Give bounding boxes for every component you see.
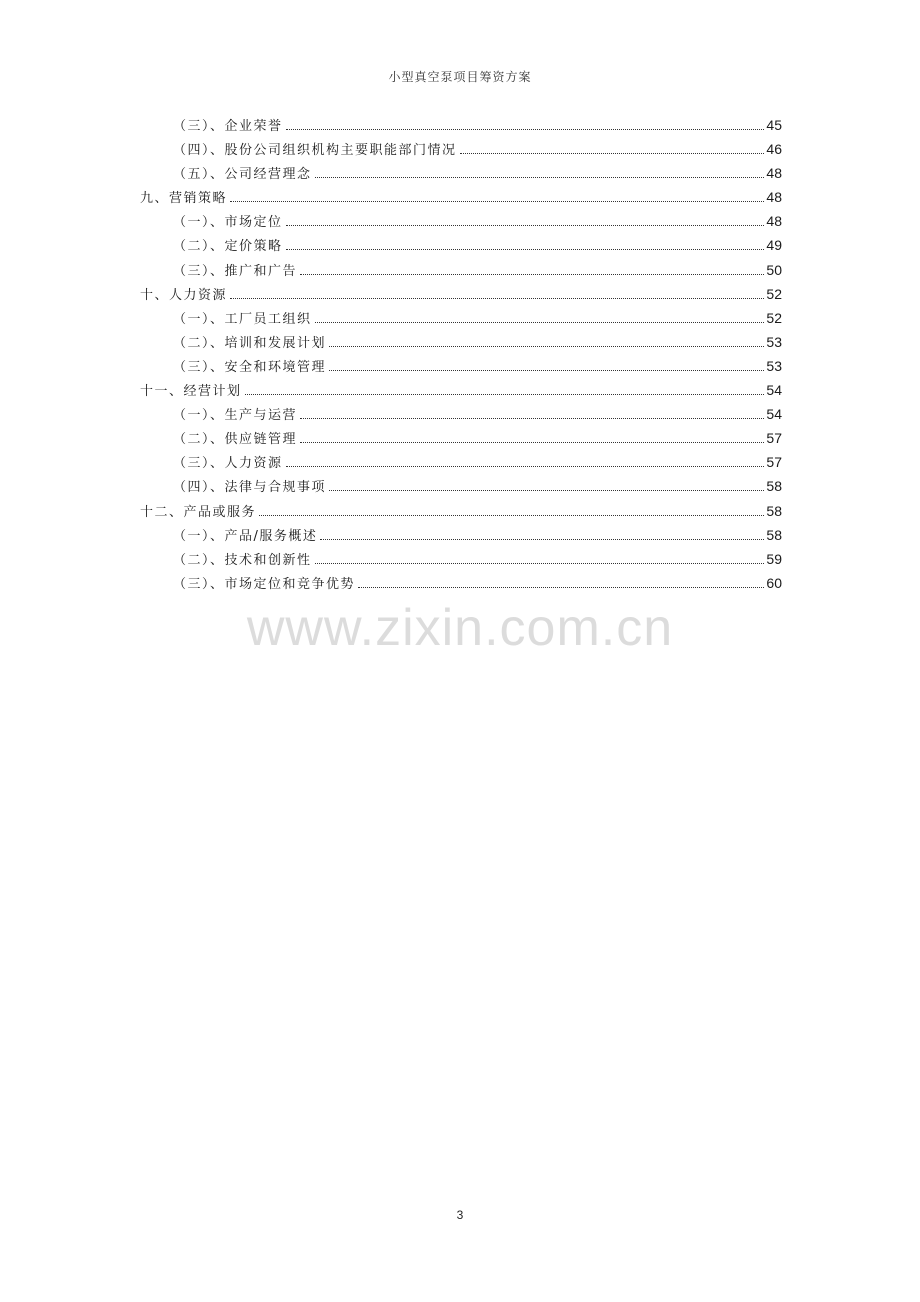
toc-entry-page-number: 52 <box>766 285 782 302</box>
toc-entry-title: （三）、人力资源 <box>173 456 283 472</box>
toc-entry-page-number: 49 <box>766 237 782 254</box>
toc-dot-leader <box>460 153 765 154</box>
toc-entry[interactable] <box>140 547 782 571</box>
toc-entry-title: （一）、生产与运营 <box>173 408 298 424</box>
toc-entry[interactable] <box>140 330 782 354</box>
toc-entry[interactable] <box>140 474 782 498</box>
toc-entry[interactable] <box>140 354 782 378</box>
toc-entry-title: （三）、市场定位和竞争优势 <box>173 576 356 592</box>
page-number: 3 <box>456 1208 464 1222</box>
toc-entry[interactable] <box>140 282 782 306</box>
toc-entry-title: （四）、股份公司组织机构主要职能部门情况 <box>173 143 457 159</box>
toc-dot-leader <box>300 274 764 275</box>
toc-dot-leader <box>300 418 764 419</box>
toc-dot-leader <box>286 466 765 467</box>
toc-entry[interactable] <box>140 306 782 330</box>
toc-entry[interactable] <box>140 258 782 282</box>
toc-entry-page-number: 53 <box>766 333 782 350</box>
toc-entry[interactable] <box>140 185 782 209</box>
toc-dot-leader <box>329 346 764 347</box>
toc-entry-title: 九、营销策略 <box>140 191 228 207</box>
toc-entry[interactable] <box>140 499 782 523</box>
toc-entry-title: （五）、公司经营理念 <box>173 167 312 183</box>
toc-entry-title: （二）、供应链管理 <box>173 432 298 448</box>
toc-entry-page-number: 45 <box>766 117 782 133</box>
toc-dot-leader <box>315 177 765 178</box>
toc-dot-leader <box>320 539 764 540</box>
toc-entry-title: （四）、法律与合规事项 <box>173 480 327 496</box>
toc-entry[interactable] <box>140 209 782 233</box>
page-header-title: 小型真空泵项目筹资方案 <box>388 70 532 84</box>
toc-entry[interactable] <box>140 378 782 402</box>
toc-entry-title: （二）、技术和创新性 <box>173 552 312 568</box>
toc-entry[interactable] <box>140 523 782 547</box>
toc-dot-leader <box>230 298 764 299</box>
toc-dot-leader <box>286 225 765 226</box>
toc-entry-title: （一）、市场定位 <box>173 215 283 231</box>
toc-entry-title: 十一、经营计划 <box>140 384 242 400</box>
toc-entry-page-number: 48 <box>766 189 782 206</box>
toc-entry-page-number: 57 <box>766 454 782 471</box>
toc-entry-title: （三）、安全和环境管理 <box>173 359 327 375</box>
watermark: www.zixin.com.cn <box>246 599 674 657</box>
toc-entry-page-number: 52 <box>766 309 782 326</box>
toc-dot-leader <box>300 442 764 443</box>
toc-entry-title: （三）、企业荣誉 <box>173 119 283 134</box>
toc-entry-page-number: 58 <box>766 502 782 519</box>
toc-entry-title: （二）、定价策略 <box>173 239 283 255</box>
toc-entry[interactable] <box>140 426 782 450</box>
toc-entry-page-number: 50 <box>766 261 782 278</box>
toc-dot-leader <box>286 249 765 250</box>
toc-entry-title: （二）、培训和发展计划 <box>173 335 327 351</box>
toc-entry[interactable] <box>140 113 782 137</box>
toc-entry-page-number: 48 <box>766 213 782 230</box>
toc-entry[interactable] <box>140 571 782 595</box>
toc-dot-leader <box>259 515 764 516</box>
toc-dot-leader <box>286 129 765 130</box>
toc-entry[interactable] <box>140 233 782 257</box>
toc-entry-page-number: 59 <box>766 550 782 567</box>
toc-entry-page-number: 53 <box>766 357 782 374</box>
toc-entry-title: 十、人力资源 <box>140 287 228 303</box>
toc-entry[interactable] <box>140 161 782 185</box>
toc-entry-title: （三）、推广和广告 <box>173 263 298 279</box>
table-of-contents <box>140 113 782 595</box>
toc-dot-leader <box>329 490 764 491</box>
toc-entry-page-number: 58 <box>766 526 782 543</box>
toc-dot-leader <box>245 394 765 395</box>
toc-entry[interactable] <box>140 402 782 426</box>
toc-entry-page-number: 58 <box>766 478 782 495</box>
toc-entry-page-number: 46 <box>766 141 782 158</box>
toc-entry-page-number: 48 <box>766 165 782 182</box>
toc-entry-title: （一）、产品/服务概述 <box>173 528 318 544</box>
toc-entry-page-number: 54 <box>766 406 782 423</box>
toc-dot-leader <box>329 370 764 371</box>
toc-entry-page-number: 60 <box>766 574 782 591</box>
toc-dot-leader <box>315 322 765 323</box>
toc-dot-leader <box>315 563 765 564</box>
toc-entry[interactable] <box>140 137 782 161</box>
toc-entry[interactable] <box>140 450 782 474</box>
toc-dot-leader <box>230 201 764 202</box>
toc-dot-leader <box>358 587 764 588</box>
toc-entry-page-number: 57 <box>766 430 782 447</box>
toc-entry-title: （一）、工厂员工组织 <box>173 311 312 327</box>
toc-entry-title: 十二、产品或服务 <box>140 504 257 520</box>
toc-entry-page-number: 54 <box>766 382 782 399</box>
